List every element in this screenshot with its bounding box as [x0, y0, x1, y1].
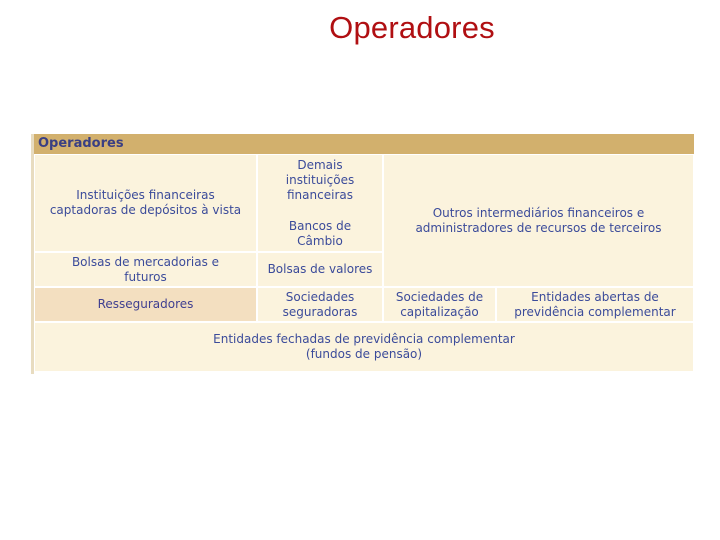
cell-outros-intermediarios [383, 154, 694, 287]
cell-label: Entidades fechadas de previdência complementar (fundos de pensão) [213, 332, 515, 361]
cell-sociedades-seguradoras [257, 287, 383, 322]
cell-label-demais: Demais instituições financeiras [285, 158, 355, 202]
cell-demais-e-bancos [257, 154, 383, 252]
cell-label: Resseguradores [97, 297, 194, 311]
cell-bolsas-valores [257, 252, 383, 287]
cell-instituicoes-captadoras [34, 154, 257, 252]
cell-entidades-abertas [496, 287, 694, 322]
cell-label-bancos: Bancos de Câmbio [288, 219, 352, 248]
cell-sociedades-capitalizacao [383, 287, 496, 322]
cell-label: Entidades abertas de previdência complementar [514, 289, 676, 319]
cell-label: Sociedades de capitalização [395, 289, 484, 319]
cell-label: Instituições financeiras captadoras de depósitos à vista [49, 188, 242, 217]
cell-label: Bolsas de valores [267, 262, 373, 276]
cell-label: Outros intermediários financeiros e administradores de recursos de terceiros [415, 205, 662, 235]
slide-title: Operadores [329, 10, 495, 45]
cell-resseguradores [34, 287, 257, 322]
cell-bolsas-mercadorias [34, 252, 257, 287]
cell-label: Sociedades seguradoras [282, 289, 358, 319]
cell-label: Bolsas de mercadorias e futuros [71, 254, 220, 284]
table-header: Operadores [34, 134, 694, 154]
cell-entidades-fechadas [34, 322, 694, 372]
operadores-table [31, 134, 696, 374]
